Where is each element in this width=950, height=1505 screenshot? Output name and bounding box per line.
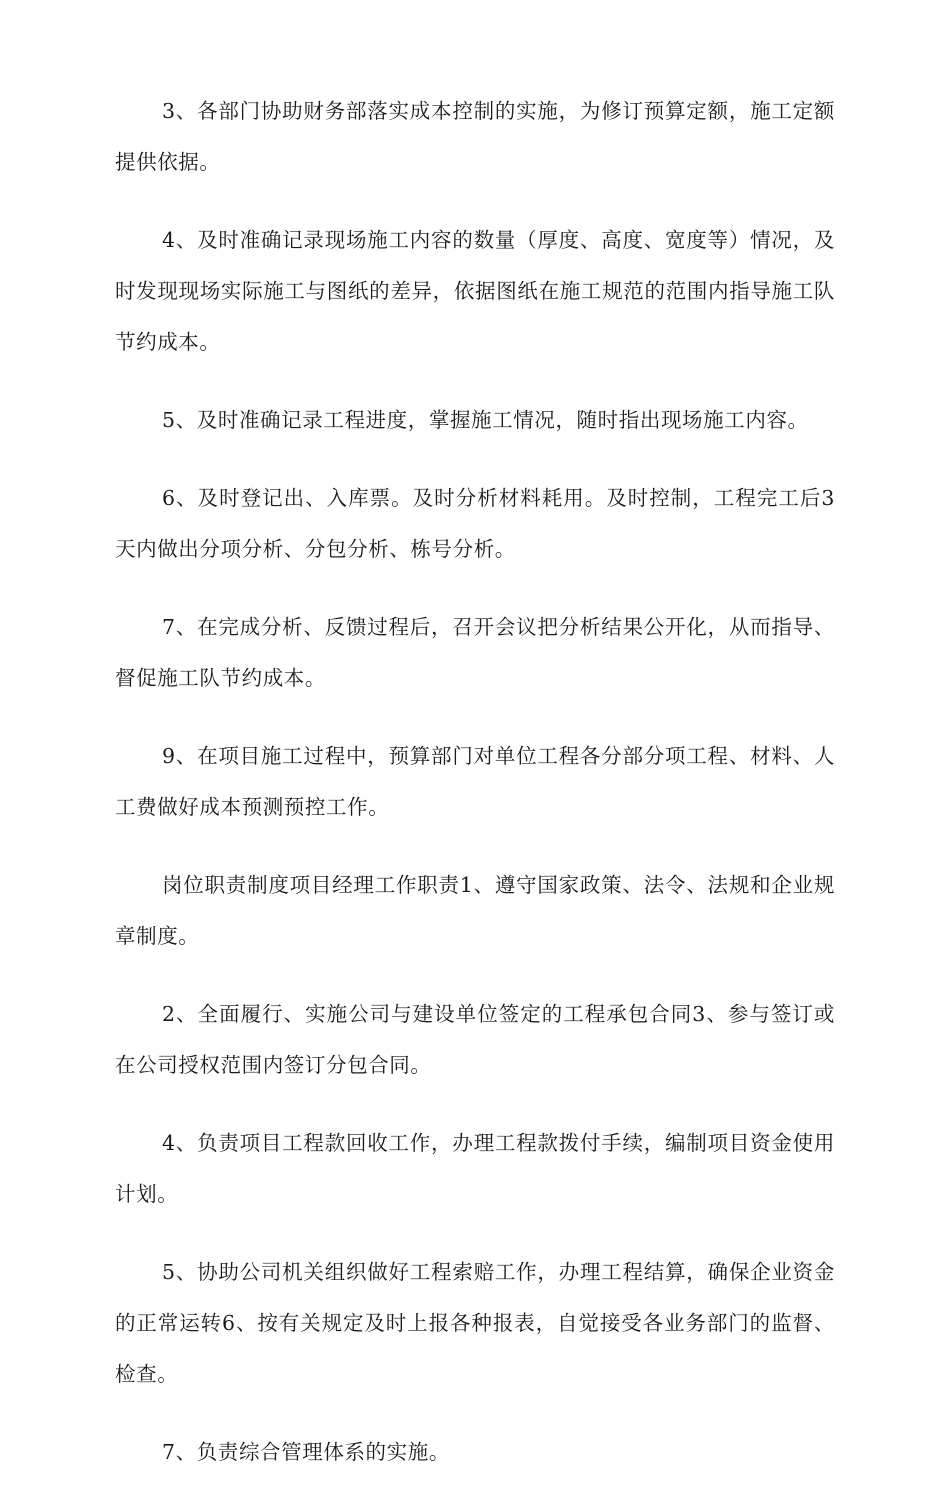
paragraph: 2、全面履行、实施公司与建设单位签定的工程承包合同3、参与签订或在公司授权范围内签订分包合同。 — [115, 1002, 835, 1077]
paragraph: 5、及时准确记录工程进度，掌握施工情况，随时指出现场施工内容。 — [162, 408, 809, 432]
paragraph: 9、在项目施工过程中，预算部门对单位工程各分部分项工程、材料、人工费做好成本预测预控工作。 — [115, 744, 835, 819]
paragraph: 4、及时准确记录现场施工内容的数量（厚度、高度、宽度等）情况，及时发现现场实际施工与图纸的差异，依据图纸在施工规范的范围内指导施工队节约成本。 — [115, 228, 835, 354]
paragraph: 4、负责项目工程款回收工作，办理工程款拨付手续，编制项目资金使用计划。 — [115, 1131, 835, 1206]
paragraph: 7、负责综合管理体系的实施。 — [162, 1440, 450, 1464]
paragraph: 7、在完成分析、反馈过程后，召开会议把分析结果公开化，从而指导、督促施工队节约成本。 — [115, 615, 835, 690]
document-body — [115, 86, 835, 1505]
paragraph: 岗位职责制度项目经理工作职责1、遵守国家政策、法令、法规和企业规章制度。 — [115, 873, 835, 948]
paragraph: 5、协助公司机关组织做好工程索赔工作，办理工程结算，确保企业资金的正常运转6、按有关规定及时上报各种报表，自觉接受各业务部门的监督、检查。 — [115, 1260, 835, 1386]
paragraph: 6、及时登记出、入库票。及时分析材料耗用。及时控制，工程完工后3天内做出分项分析、分包分析、栋号分析。 — [115, 486, 835, 561]
paragraph: 3、各部门协助财务部落实成本控制的实施，为修订预算定额，施工定额提供依据。 — [115, 99, 835, 174]
